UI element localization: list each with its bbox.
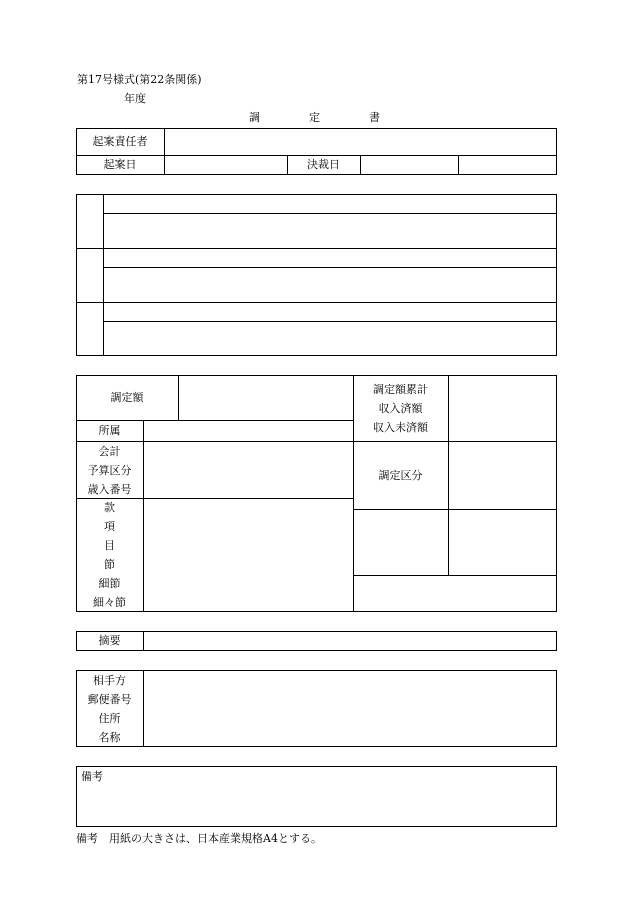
decision-date-label: 決裁日 [307,158,340,171]
extra-field[interactable] [460,157,556,174]
approval-sub-divider [103,267,557,268]
remarks-box[interactable] [76,766,557,827]
title-char-3: 書 [369,111,380,124]
column-divider [143,420,144,612]
row-divider [76,155,557,156]
approval-field[interactable] [105,269,555,301]
budget-moku-label: 目 [104,539,115,552]
amount-field[interactable] [180,377,352,419]
title-char-1: 調 [249,111,260,124]
approval-field[interactable] [105,196,555,212]
cumulative-amount-label: 調定額累計 [373,383,428,396]
column-divider [178,375,179,420]
account-label: 会計 [98,445,121,458]
budget-item-field[interactable] [145,500,352,611]
approval-field[interactable] [105,304,555,320]
column-divider [143,631,144,651]
approval-row-divider [76,248,557,249]
drafter-label: 起案責任者 [92,135,148,148]
row-divider [353,509,557,510]
title-char-2: 定 [309,111,320,124]
draft-date-label: 起案日 [103,158,137,171]
column-divider [458,155,459,175]
row-divider [353,441,557,442]
budget-item-labels [76,498,143,612]
approval-field[interactable] [105,323,555,355]
remarks-label: 備考 [81,770,103,783]
counterparty-labels [76,671,143,747]
approval-row-divider [76,302,557,303]
right-field[interactable] [450,511,556,574]
right-field[interactable] [355,511,447,574]
row-divider [76,420,353,421]
summary-label: 摘要 [98,634,121,647]
approval-column-divider [103,194,104,356]
column-divider [164,128,165,175]
fiscal-year-label: 年度 [124,92,146,105]
unreceived-amount-label: 収入未済額 [373,421,428,434]
approval-sub-divider [103,213,557,214]
form-number: 第17号様式(第22条関係) [77,73,202,86]
row-divider [353,575,557,576]
approval-sub-divider [103,321,557,322]
summary-amount-field[interactable] [450,377,556,440]
approval-field[interactable] [105,215,555,247]
decision-date-field[interactable] [362,157,457,174]
budget-saisetsu-label: 細節 [98,577,121,590]
address-label: 住所 [98,712,121,725]
account-field[interactable] [145,443,352,497]
department-label: 所属 [98,424,121,437]
budget-category-label: 予算区分 [87,464,132,477]
right-bottom-field[interactable] [355,577,556,611]
drafter-field[interactable] [166,130,555,154]
column-divider [143,670,144,747]
budget-setsu-label: 節 [104,558,115,571]
postal-code-label: 郵便番号 [87,693,132,706]
counterparty-field[interactable] [145,672,556,746]
department-field[interactable] [145,422,352,440]
received-amount-label: 収入済額 [378,402,423,415]
column-divider [448,375,449,575]
revenue-number-label: 歳入番号 [87,483,132,496]
classification-field[interactable] [450,443,556,508]
amount-label: 調定額 [110,391,144,404]
name-label: 名称 [98,731,121,744]
column-divider [360,155,361,175]
summary-field[interactable] [145,633,556,650]
approval-field[interactable] [105,250,555,266]
budget-kou-label: 項 [104,520,115,533]
summary-labels [353,380,448,437]
account-labels [76,442,143,499]
classification-label: 調定区分 [378,469,423,482]
counterparty-label: 相手方 [93,674,126,687]
footer-note: 備考 用紙の大きさは、日本産業規格A4とする。 [76,832,322,845]
budget-kan-label: 款 [104,501,115,514]
budget-saisaisetsu-label: 細々節 [93,596,126,609]
draft-date-field[interactable] [166,157,286,174]
